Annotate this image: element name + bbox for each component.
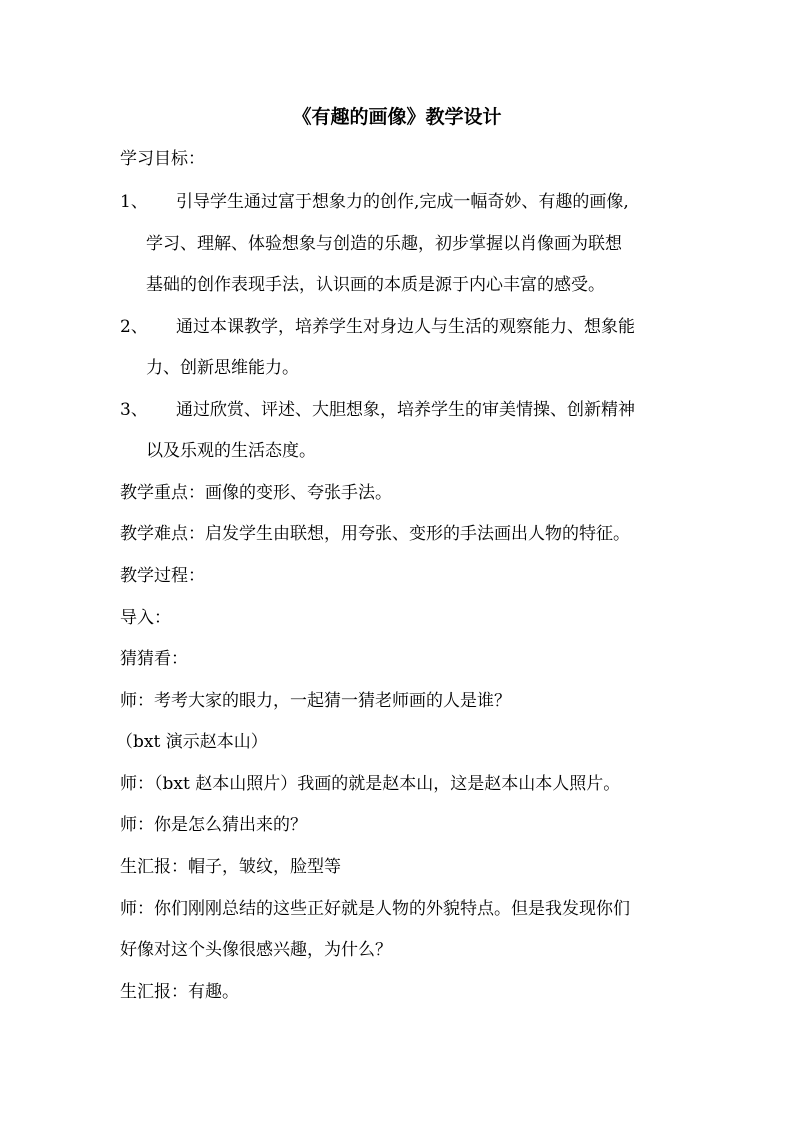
dialogue-line: （bxt 演示赵本山） [116,732,268,752]
objectives-heading: 学习目标： [120,149,205,169]
dialogue-line: 生汇报：有趣。 [120,982,239,1002]
objective-2-number: 2、 [120,317,148,337]
dialogue-line: 生汇报：帽子，皱纹，脸型等 [120,857,341,877]
dialogue-line: 师：你是怎么猜出来的？ [120,815,307,835]
objective-2-line-2: 力、创新思维能力。 [146,358,299,378]
guess-heading: 猜猜看： [120,649,188,669]
dialogue-line: 师：（bxt 赵本山照片）我画的就是赵本山，这是赵本山本人照片。 [120,774,621,794]
objective-1-line-1: 引导学生通过富于想象力的创作,完成一幅奇妙、有趣的画像, [176,192,629,212]
objective-1-line-3: 基础的创作表现手法，认识画的本质是源于内心丰富的感受。 [146,275,605,295]
objective-2-line-1: 通过本课教学，培养学生对身边人与生活的观察能力、想象能 [176,317,635,337]
difficulty: 教学难点：启发学生由联想，用夸张、变形的手法画出人物的特征。 [120,524,630,544]
dialogue-line: 好像对这个头像很感兴趣，为什么？ [120,940,392,960]
document-title: 《有趣的画像》教学设计 [292,106,502,128]
objective-3-number: 3、 [120,400,148,420]
objective-3-line-2: 以及乐观的生活态度。 [146,441,316,461]
key-point: 教学重点：画像的变形、夸张手法。 [120,483,392,503]
process-heading: 教学过程： [120,566,205,586]
dialogue-line: 师：考考大家的眼力，一起猜一猜老师画的人是谁？ [120,691,511,711]
objective-1-line-2: 学习、理解、体验想象与创造的乐趣，初步掌握以肖像画为联想 [146,234,622,254]
objective-3-line-1: 通过欣赏、评述、大胆想象，培养学生的审美情操、创新精神 [176,400,635,420]
intro-heading: 导入： [120,608,171,628]
objective-1-number: 1、 [120,192,148,212]
dialogue-line: 师：你们刚刚总结的这些正好就是人物的外貌特点。但是我发现你们 [120,899,630,919]
